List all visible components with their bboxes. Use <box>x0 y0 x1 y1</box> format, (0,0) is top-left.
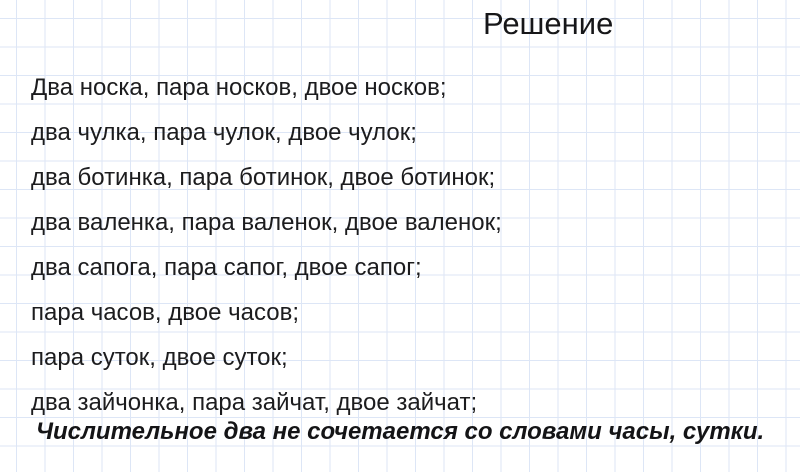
solution-line: пара суток, двое суток; <box>31 344 288 371</box>
solution-line: Два носка, пара носков, двое носков; <box>31 74 447 101</box>
solution-line: два зайчонка, пара зайчат, двое зайчат; <box>31 389 478 416</box>
solution-lines <box>31 65 790 425</box>
solution-line: пара часов, двое часов; <box>31 299 299 326</box>
conclusion-note: Числительное два не сочетается со словами часы, сутки. <box>36 418 765 445</box>
solution-line: два ботинка, пара ботинок, двое ботинок; <box>31 164 496 191</box>
solution-line: два чулка, пара чулок, двое чулок; <box>31 119 417 146</box>
page-title: Решение <box>483 6 614 41</box>
solution-line: два валенка, пара валенок, двое валенок; <box>31 209 502 236</box>
solution-line: два сапога, пара сапог, двое сапог; <box>31 254 422 281</box>
